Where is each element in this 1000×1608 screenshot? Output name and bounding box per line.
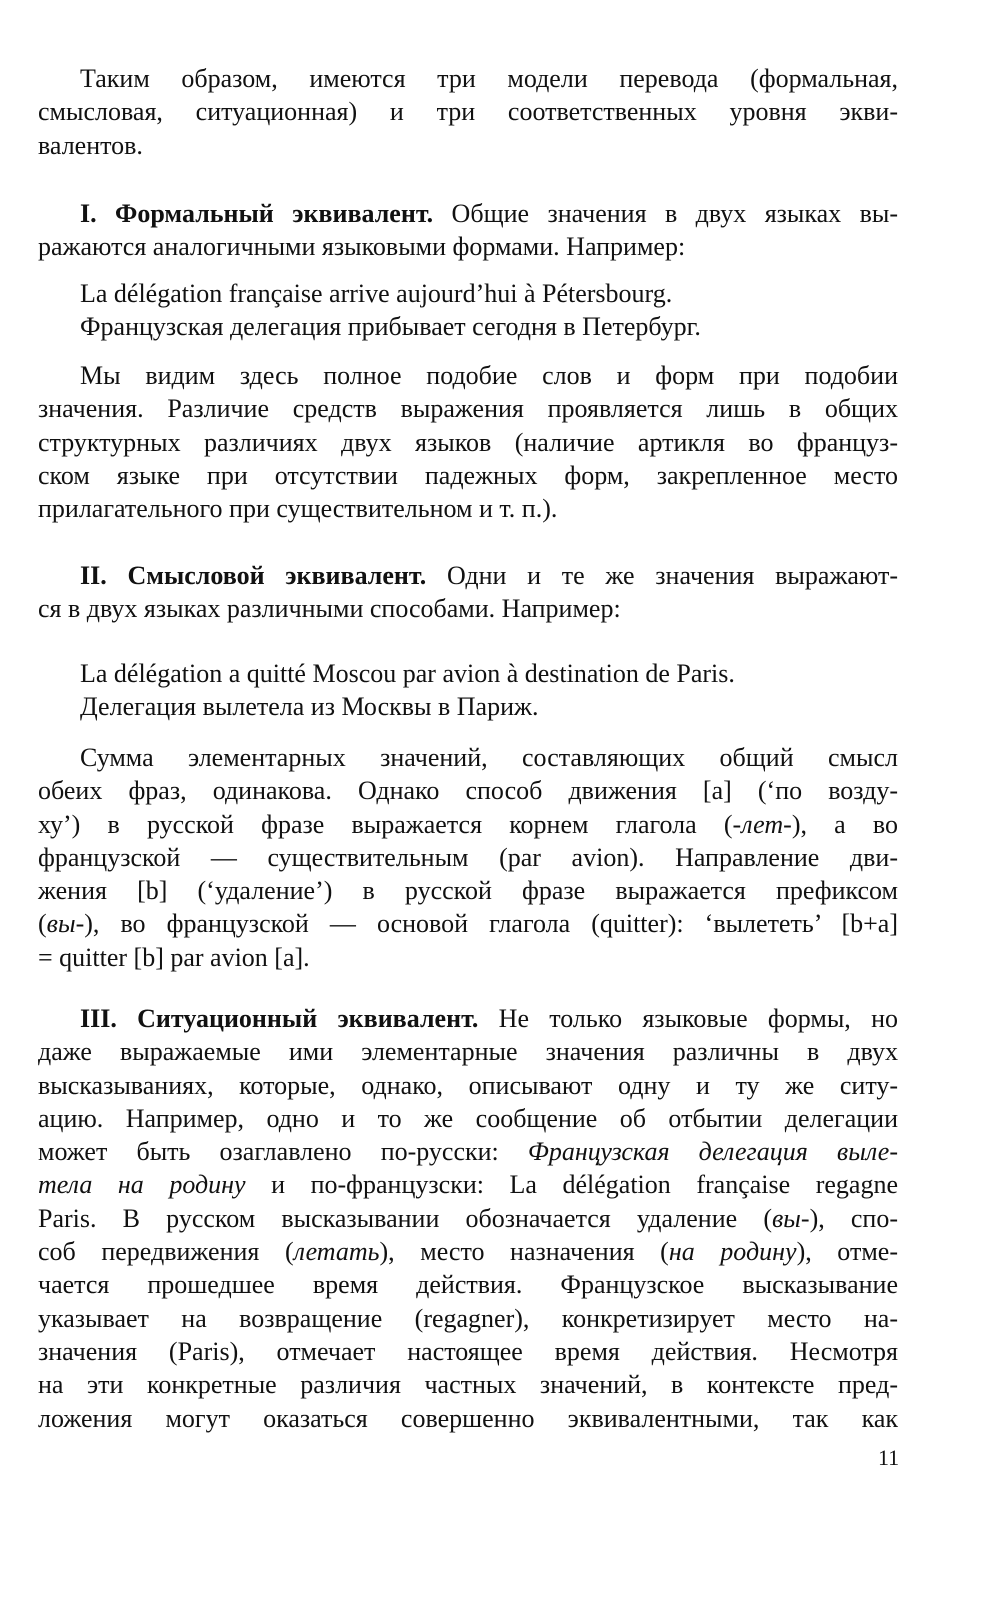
text-run: ( <box>38 909 47 939</box>
text-run: чается прошедшее время действия. Французское высказывание <box>38 1270 898 1300</box>
section-heading: I. Формальный эквивалент. <box>80 199 434 228</box>
paragraph-semantic-equivalent <box>38 559 898 626</box>
text-run: -), а во <box>783 809 898 839</box>
text-line <box>38 1202 898 1235</box>
text-line <box>38 592 898 625</box>
text-run: значения. Различие средств выражения проявляется лишь в общих <box>38 394 898 424</box>
text-line <box>38 874 898 907</box>
text-run: французской — существительным (par avion). Направление дви- <box>38 842 898 872</box>
text-run: Одни и те же значения выражают- <box>426 561 898 590</box>
text-line <box>38 808 898 841</box>
text-run: Делегация вылетела из Москвы в Париж. <box>80 692 539 722</box>
italic-text: вы <box>46 909 76 939</box>
text-run: Мы видим здесь полное подобие слов и форм при подобии <box>80 361 898 390</box>
text-run: ражаются аналогичными языковыми формами. Например: <box>38 232 686 262</box>
italic-text: на родину <box>668 1237 797 1267</box>
example-semantic <box>80 657 880 724</box>
italic-text: лет <box>741 809 784 839</box>
text-run: ацию. Например, одно и то же сообщение об отбытии делегации <box>38 1103 898 1133</box>
italic-text: летать <box>293 1237 380 1267</box>
text-run: ), отме- <box>796 1237 898 1267</box>
text-run: структурных различиях двух языков (наличие артикля во француз- <box>38 427 898 457</box>
text-line <box>38 1335 898 1368</box>
text-run: соб передвижения ( <box>38 1237 294 1267</box>
text-line <box>38 1368 898 1401</box>
text-run: высказываниях, которые, однако, описывают одну и ту же ситу- <box>38 1070 898 1100</box>
text-line <box>38 359 898 392</box>
section-heading: II. Смысловой эквивалент. <box>80 561 427 590</box>
text-run: и по-французски: La délégation française regagne <box>245 1170 898 1200</box>
text-run: обеих фраз, одинакова. Однако способ движения [a] (‘по возду- <box>38 776 898 806</box>
text-run: жения [b] (‘удаление’) в русской фразе выражается префиксом <box>38 876 898 906</box>
section-heading: III. Ситуационный эквивалент. <box>80 1004 479 1033</box>
text-line <box>80 277 880 310</box>
text-run: Сумма элементарных значений, составляющих общий смысл <box>80 743 898 772</box>
text-line <box>38 197 898 230</box>
text-run: ском языке при отсутствии падежных форм, закрепленное место <box>38 460 898 490</box>
text-run: ся в двух языках различными способами. Например: <box>38 594 621 624</box>
text-line <box>38 492 898 525</box>
text-run: даже выражаемые ими элементарные значения различны в двух <box>38 1037 898 1067</box>
text-run: Paris. В русском высказывании обозначается удаление ( <box>38 1203 772 1233</box>
text-run: La délégation a quitté Moscou par avion à destination de Paris. <box>80 659 735 688</box>
text-line <box>38 230 898 263</box>
text-run: значения (Paris), отмечает настоящее время действия. Несмотря <box>38 1336 898 1366</box>
text-run: Не только языковые формы, но <box>478 1004 898 1033</box>
text-run: прилагательного при существительном и т. п.). <box>38 494 558 524</box>
text-line <box>38 1002 898 1035</box>
text-line <box>38 941 898 974</box>
text-run: смысловая, ситуационная) и три соответственных уровня экви- <box>38 97 898 127</box>
text-line <box>38 1268 898 1301</box>
text-line <box>38 1402 898 1435</box>
paragraph-semantic-explanation <box>38 741 898 974</box>
text-line <box>38 459 898 492</box>
text-line <box>38 1069 898 1102</box>
text-line <box>38 392 898 425</box>
text-line <box>38 62 898 95</box>
text-run: Общие значения в двух языках вы- <box>433 199 898 228</box>
text-run: -), во французской — основой глагола (quitter): ‘вылететь’ [b+a] <box>75 909 898 939</box>
italic-text: вы <box>772 1203 801 1233</box>
page-number: 11 <box>878 1445 900 1470</box>
example-formal <box>80 277 880 344</box>
text-line <box>38 1035 898 1068</box>
text-line <box>38 1168 898 1201</box>
text-line <box>38 1135 898 1168</box>
text-run: Таким образом, имеются три модели перевода (формальная, <box>80 64 898 93</box>
text-line <box>38 774 898 807</box>
text-line <box>38 741 898 774</box>
text-line <box>38 841 898 874</box>
text-line <box>80 657 880 690</box>
text-line <box>80 310 880 343</box>
text-run: на эти конкретные различия частных значений, в контексте пред- <box>38 1370 898 1400</box>
text-line <box>38 907 898 940</box>
text-line <box>38 1235 898 1268</box>
text-run: может быть озаглавлено по-русски: <box>38 1137 528 1167</box>
text-run: La délégation française arrive aujourd’hui à Pétersbourg. <box>80 279 673 308</box>
paragraph-formal-equivalent <box>38 197 898 264</box>
text-line <box>38 559 898 592</box>
text-run: ху’) в русской фразе выражается корнем глагола (- <box>38 809 742 839</box>
text-run: указывает на возвращение (regagner), конкретизирует место на- <box>38 1303 898 1333</box>
text-line <box>38 1102 898 1135</box>
text-line <box>38 426 898 459</box>
paragraph-formal-explanation <box>38 359 898 525</box>
text-line <box>38 129 898 162</box>
text-line <box>38 95 898 128</box>
italic-text: Французская делегация выле- <box>527 1137 898 1167</box>
paragraph-situational-equivalent <box>38 1002 898 1435</box>
italic-text: тела на родину <box>38 1170 246 1200</box>
text-run: Французская делегация прибывает сегодня в Петербург. <box>80 312 701 342</box>
text-line <box>80 690 880 723</box>
text-run: = quitter [b] par avion [a]. <box>38 942 310 972</box>
text-line <box>38 1302 898 1335</box>
text-run: ложения могут оказаться совершенно эквивалентными, так как <box>38 1403 898 1433</box>
text-run: валентов. <box>38 130 143 160</box>
paragraph-summary <box>38 62 898 162</box>
text-run: ), место назначения ( <box>379 1237 669 1267</box>
text-run: -), спо- <box>800 1203 898 1233</box>
